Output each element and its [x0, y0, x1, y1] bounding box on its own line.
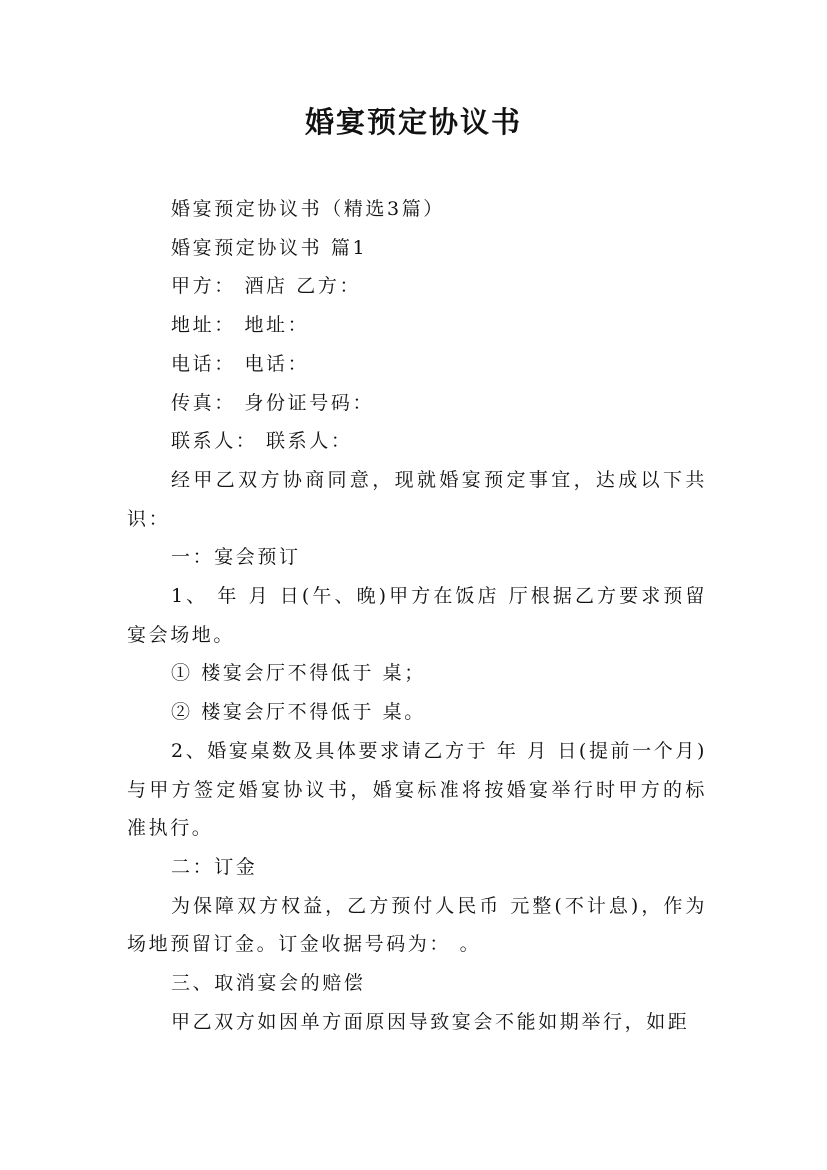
document-title: 婚宴预定协议书	[304, 105, 522, 139]
paragraph-subtitle: 婚宴预定协议书（精选3篇）	[171, 198, 445, 220]
paragraph-clause-text: 甲乙双方如因单方面原因导致宴会不能如期举行，如距	[171, 1010, 690, 1033]
paragraph-agreement-intro: 经甲乙双方协商同意，现就婚宴预定事宜，达成以下共识：	[127, 468, 707, 530]
paragraph-phone-line: 电话： 电话：	[171, 352, 310, 375]
document-body	[127, 190, 707, 1041]
paragraph-list-item: ② 楼宴会厅不得低于 桌。	[171, 701, 426, 724]
paragraph-address-line: 地址： 地址：	[171, 314, 310, 337]
paragraph-section-heading: 婚宴预定协议书 篇1	[171, 236, 368, 259]
paragraph-list-item: ① 楼宴会厅不得低于 桌；	[171, 662, 426, 685]
paragraph-clause-heading: 二：订金	[171, 855, 258, 878]
paragraph-clause-text: 2、婚宴桌数及具体要求请乙方于 年 月 日(提前一个月)与甲方签定婚宴协议书，婚宴标准将按婚宴举行时甲方的标准执行。	[127, 739, 707, 840]
paragraph-clause-heading: 一：宴会预订	[171, 546, 301, 569]
paragraph-fax-line: 传真： 身份证号码：	[171, 391, 375, 414]
paragraph-clause-text: 1、 年 月 日(午、晚)甲方在饭店 厅根据乙方要求预留宴会场地。	[127, 585, 707, 646]
paragraph-party-line: 甲方： 酒店 乙方：	[171, 275, 362, 298]
paragraph-clause-heading: 三、取消宴会的赔偿	[171, 972, 366, 995]
paragraph-clause-text: 为保障双方权益，乙方预付人民币 元整(不计息)，作为场地预留订金。订金收据号码为： 。	[127, 894, 707, 956]
paragraph-contact-line: 联系人： 联系人：	[171, 430, 353, 453]
